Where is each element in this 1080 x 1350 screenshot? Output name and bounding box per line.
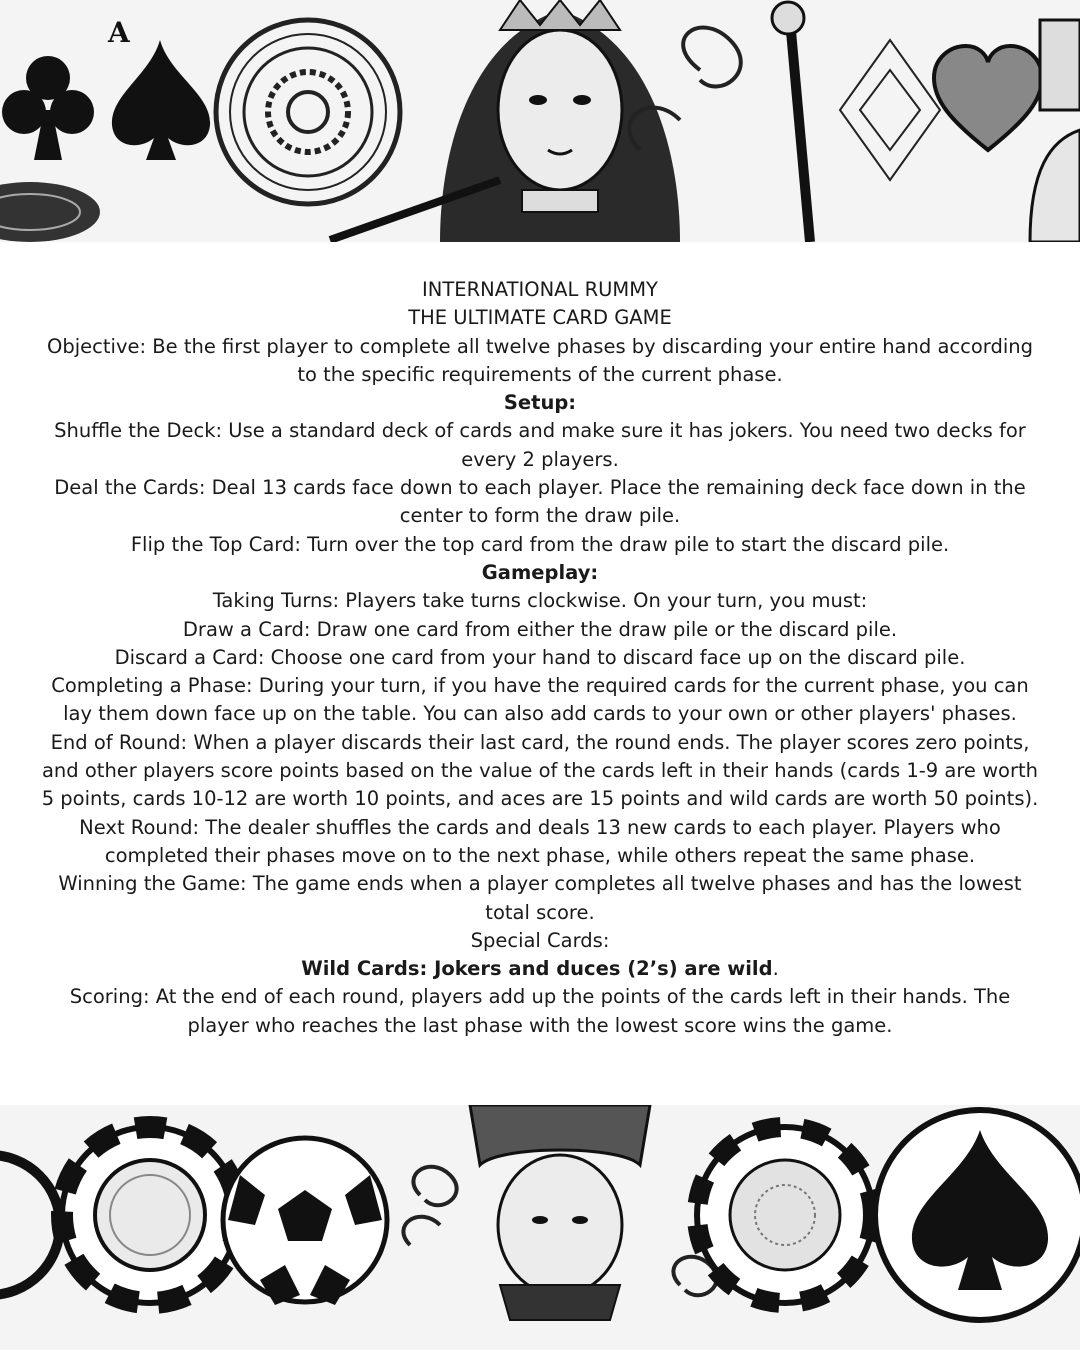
ace-card-letter: A [108,16,130,49]
setup-shuffle: Shuffle the Deck: Use a standard deck of cards and make sure it has jokers. You need two decks for every 2 players. [54,419,1026,471]
soccer-ball-icon [223,1138,387,1305]
rules-text [40,276,1040,1040]
gameplay-next-round: Next Round: The dealer shuffles the cards and deals 13 new cards to each player. Players who completed their phases move on to the next phase, while others repeat the same phase. [79,815,1001,867]
setup-heading: Setup: [503,391,577,415]
spade-icon [875,1110,1080,1320]
poker-chip-icon [62,1127,238,1303]
wild-cards-period: . [772,957,779,981]
gameplay-taking-turns: Taking Turns: Players take turns clockwise. On your turn, you must: [212,589,868,613]
rules-subtitle: THE ULTIMATE CARD GAME [408,306,672,330]
gameplay-draw: Draw a Card: Draw one card from either the draw pile or the discard pile. [182,617,898,641]
gameplay-end-of-round: End of Round: When a player discards their last card, the round ends. The player scores zero points, and other players score points based on the value of the cards left in their hands (cards 1-9 are worth 5 points, cards 10-12 are worth 10 points, and aces are 15 points and wild cards are worth 50 points). [41,730,1039,811]
setup-flip: Flip the Top Card: Turn over the top card from the draw pile to start the discard pile. [130,532,950,556]
objective-paragraph: Objective: Be the first player to complete all twelve phases by discarding your entire hand according to the specific requirements of the current phase. [47,334,1033,386]
top-banner-illustration [0,0,1080,242]
bottom-banner-illustration [0,1105,1080,1350]
setup-deal: Deal the Cards: Deal 13 cards face down to each player. Place the remaining deck face down in the center to form the draw pile. [54,476,1026,528]
poker-chip-icon [697,1127,873,1303]
wild-cards-text: Wild Cards: Jokers and duces (2’s) are wild [301,957,773,981]
top-banner [0,0,1080,242]
gameplay-heading: Gameplay: [481,560,599,584]
special-cards-heading: Special Cards: [470,928,610,952]
gameplay-completing-phase: Completing a Phase: During your turn, if you have the required cards for the current phase, you can lay them down face up on the table. You can also add cards to your own or other players' phases. [51,674,1029,726]
gameplay-winning: Winning the Game: The game ends when a player completes all twelve phases and has the lowest total score. [58,872,1022,924]
bottom-banner [0,1105,1080,1350]
rules-title: INTERNATIONAL RUMMY [422,278,658,301]
scoring-paragraph: Scoring: At the end of each round, players add up the points of the cards left in their hands. The player who reaches the last phase with the lowest score wins the game. [69,985,1011,1037]
wild-cards-line [40,955,1040,983]
gameplay-discard: Discard a Card: Choose one card from your hand to discard face up on the discard pile. [114,645,966,669]
